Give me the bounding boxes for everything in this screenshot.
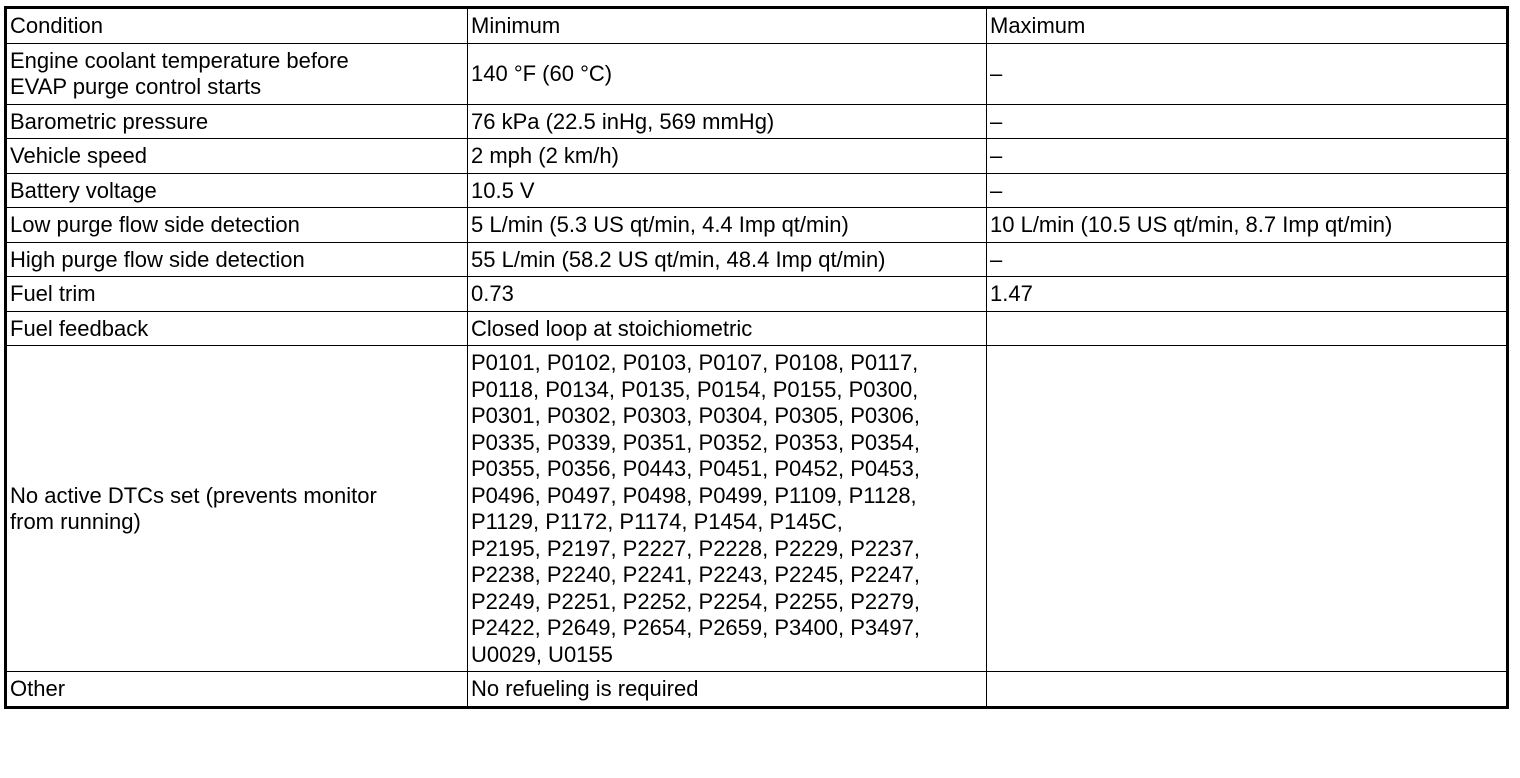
minimum-cell: 10.5 V [468, 173, 987, 208]
dtc-code-line: U0029, U0155 [471, 641, 613, 667]
table-row [6, 242, 1508, 277]
dtc-codes-cell [468, 346, 987, 672]
maximum-cell: – [987, 173, 1508, 208]
minimum-cell: 0.73 [468, 277, 987, 312]
condition-cell: Battery voltage [6, 173, 468, 208]
maximum-cell [987, 672, 1508, 708]
conditions-table [4, 6, 1509, 709]
condition-cell [6, 346, 468, 672]
maximum-cell: 1.47 [987, 277, 1508, 312]
dtc-code-line: P2249, P2251, P2252, P2254, P2255, P2279, [471, 588, 920, 614]
dtc-code-line: P0335, P0339, P0351, P0352, P0353, P0354, [471, 429, 920, 455]
dtc-code-line: P2238, P2240, P2241, P2243, P2245, P2247, [471, 562, 920, 587]
condition-cell: Fuel trim [6, 277, 468, 312]
table-row [6, 173, 1508, 208]
table-row [6, 43, 1508, 104]
header-condition: Condition [6, 8, 468, 44]
header-maximum: Maximum [987, 8, 1508, 44]
condition-cell: Fuel feedback [6, 311, 468, 346]
condition-cell: Barometric pressure [6, 104, 468, 139]
condition-line: No active DTCs set (prevents monitor [10, 482, 377, 508]
table-header-row [6, 8, 1508, 44]
condition-line: Engine coolant temperature before [10, 47, 349, 73]
dtc-code-line: P0118, P0134, P0135, P0154, P0155, P0300, [471, 376, 919, 402]
condition-cell: Other [6, 672, 468, 708]
dtc-code-line: P0355, P0356, P0443, P0451, P0452, P0453, [471, 456, 920, 481]
condition-cell [6, 43, 468, 104]
minimum-cell: Closed loop at stoichiometric [468, 311, 987, 346]
dtc-code-line: P0496, P0497, P0498, P0499, P1109, P1128, [471, 482, 917, 508]
maximum-cell: – [987, 43, 1508, 104]
maximum-cell: – [987, 242, 1508, 277]
table-row [6, 139, 1508, 174]
table-row [6, 208, 1508, 243]
dtc-code-line: P2422, P2649, P2654, P2659, P3400, P3497, [471, 615, 920, 640]
maximum-cell: – [987, 104, 1508, 139]
condition-cell: Vehicle speed [6, 139, 468, 174]
table-row [6, 311, 1508, 346]
maximum-cell: 10 L/min (10.5 US qt/min, 8.7 Imp qt/min) [987, 208, 1508, 243]
condition-line: EVAP purge control starts [10, 74, 262, 99]
minimum-cell: 2 mph (2 km/h) [468, 139, 987, 174]
minimum-cell: No refueling is required [468, 672, 987, 708]
dtc-code-line: P2195, P2197, P2227, P2228, P2229, P2237, [471, 535, 920, 561]
condition-line: from running) [10, 509, 141, 534]
maximum-cell [987, 311, 1508, 346]
minimum-cell: 140 °F (60 °C) [468, 43, 987, 104]
table-row [6, 104, 1508, 139]
header-minimum: Minimum [468, 8, 987, 44]
minimum-cell: 76 kPa (22.5 inHg, 569 mmHg) [468, 104, 987, 139]
condition-cell: Low purge flow side detection [6, 208, 468, 243]
maximum-cell: – [987, 139, 1508, 174]
minimum-cell: 55 L/min (58.2 US qt/min, 48.4 Imp qt/min) [468, 242, 987, 277]
table-row-dtc [6, 346, 1508, 672]
condition-cell: High purge flow side detection [6, 242, 468, 277]
table-row [6, 277, 1508, 312]
dtc-code-line: P0301, P0302, P0303, P0304, P0305, P0306, [471, 403, 920, 428]
dtc-code-line: P1129, P1172, P1174, P1454, P145C, [471, 509, 843, 534]
minimum-cell: 5 L/min (5.3 US qt/min, 4.4 Imp qt/min) [468, 208, 987, 243]
table-row [6, 672, 1508, 708]
maximum-cell [987, 346, 1508, 672]
dtc-code-line: P0101, P0102, P0103, P0107, P0108, P0117, [471, 350, 919, 375]
